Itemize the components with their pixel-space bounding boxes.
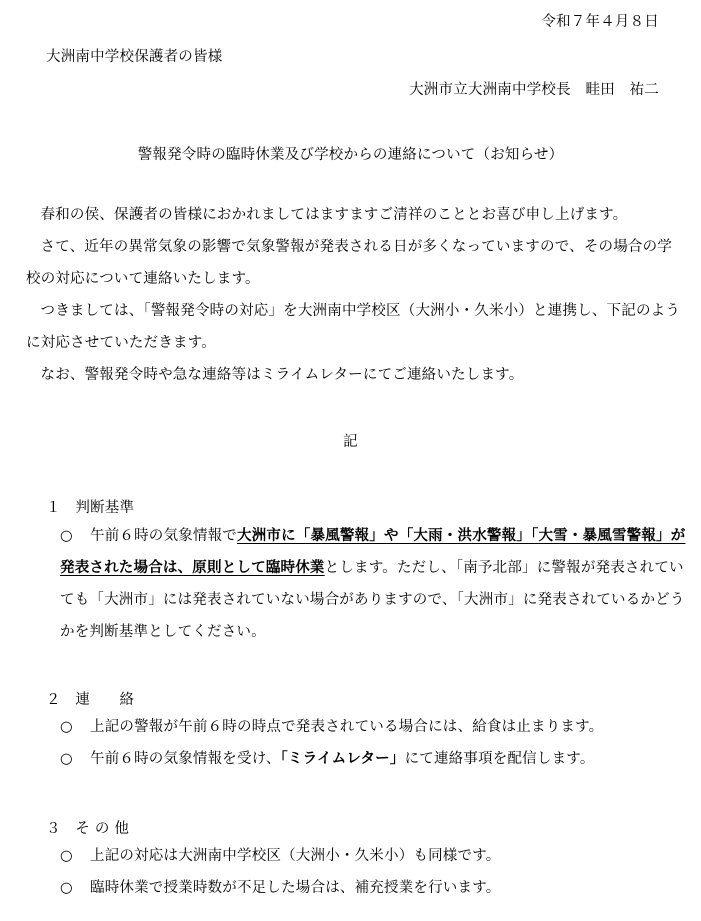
document-title: 警報発令時の臨時休業及び学校からの連絡について（お知らせ）	[137, 147, 564, 163]
s3-item-2-text: 臨時休業で授業時数が不足した場合は、補充授業を行います。	[90, 880, 501, 896]
s1-warning-condition: 大洲市に「暴風警報」や「大雨・洪水警報」「大雪・暴風雪警報」が発表された場合は、原則として	[60, 527, 686, 576]
intro-paragraph-4: なお、警報発令時や急な連絡等はミライムレターにてご連絡いたします。	[40, 367, 524, 383]
s2-mirai-letter: 「ミライムレター」	[280, 750, 405, 767]
s2-item-2-text-a: 午前６時の気象情報を受け、	[90, 751, 281, 767]
s2-item-1-text: 上記の警報が午前６時の時点で発表されている場合には、給食は止まります。	[90, 719, 604, 735]
ki-heading: 記	[343, 434, 358, 450]
intro-paragraph-1: 春和の侯、保護者の皆様におかれましてはますますご清祥のこととお喜び申し上げます。	[40, 207, 628, 223]
s1-text-d: とします。ただし、「南予北部」に警報が発表されていても「大洲市」には発表されていない場合がありますので、「大洲市」に発表されているかどうかを判断基準としてください。	[60, 560, 685, 640]
section-3-heading: ３ そ の 他	[46, 821, 130, 837]
section-1-item	[60, 520, 688, 648]
s2-item-2-text-c: にて連絡事項を配信します。	[404, 751, 595, 767]
intro-paragraph-2: さて、近年の異常気象の影響で気象警報が発表される日が多くなっていますので、その場合の学校の対応について連絡いたします。	[26, 239, 673, 287]
section-2-heading: ２ 連 絡	[46, 692, 135, 708]
document-date: 令和７年４月８日	[541, 14, 659, 30]
sender: 大洲市立大洲南中学校長 畦田 祐二	[409, 82, 659, 98]
bullet-circle: ○	[60, 880, 73, 896]
section-3-item-1	[60, 840, 500, 872]
bullet-circle: ○	[60, 848, 73, 864]
bullet-circle: ○	[60, 751, 73, 767]
intro-paragraph-3: つきましては、「警報発令時の対応」を大洲南中学校区（大洲小・久米小）と連携し、下記のように対応させていただきます。	[26, 303, 681, 351]
s1-temporary-closure: 臨時休業	[265, 559, 325, 576]
s3-item-1-text: 上記の対応は大洲南中学校区（大洲小・久米小）も同様です。	[90, 848, 501, 864]
section-3-item-2	[60, 872, 500, 904]
section-2-item-2	[60, 743, 595, 775]
section-1-heading: １ 判断基準	[46, 500, 135, 516]
recipient: 大洲南中学校保護者の皆様	[46, 49, 223, 65]
s1-text-a: 午前６時の気象情報で	[90, 528, 237, 544]
intro-paragraphs	[26, 199, 686, 391]
bullet-circle: ○	[60, 719, 73, 735]
section-2-item-1	[60, 711, 603, 743]
bullet-circle: ○	[60, 528, 73, 544]
